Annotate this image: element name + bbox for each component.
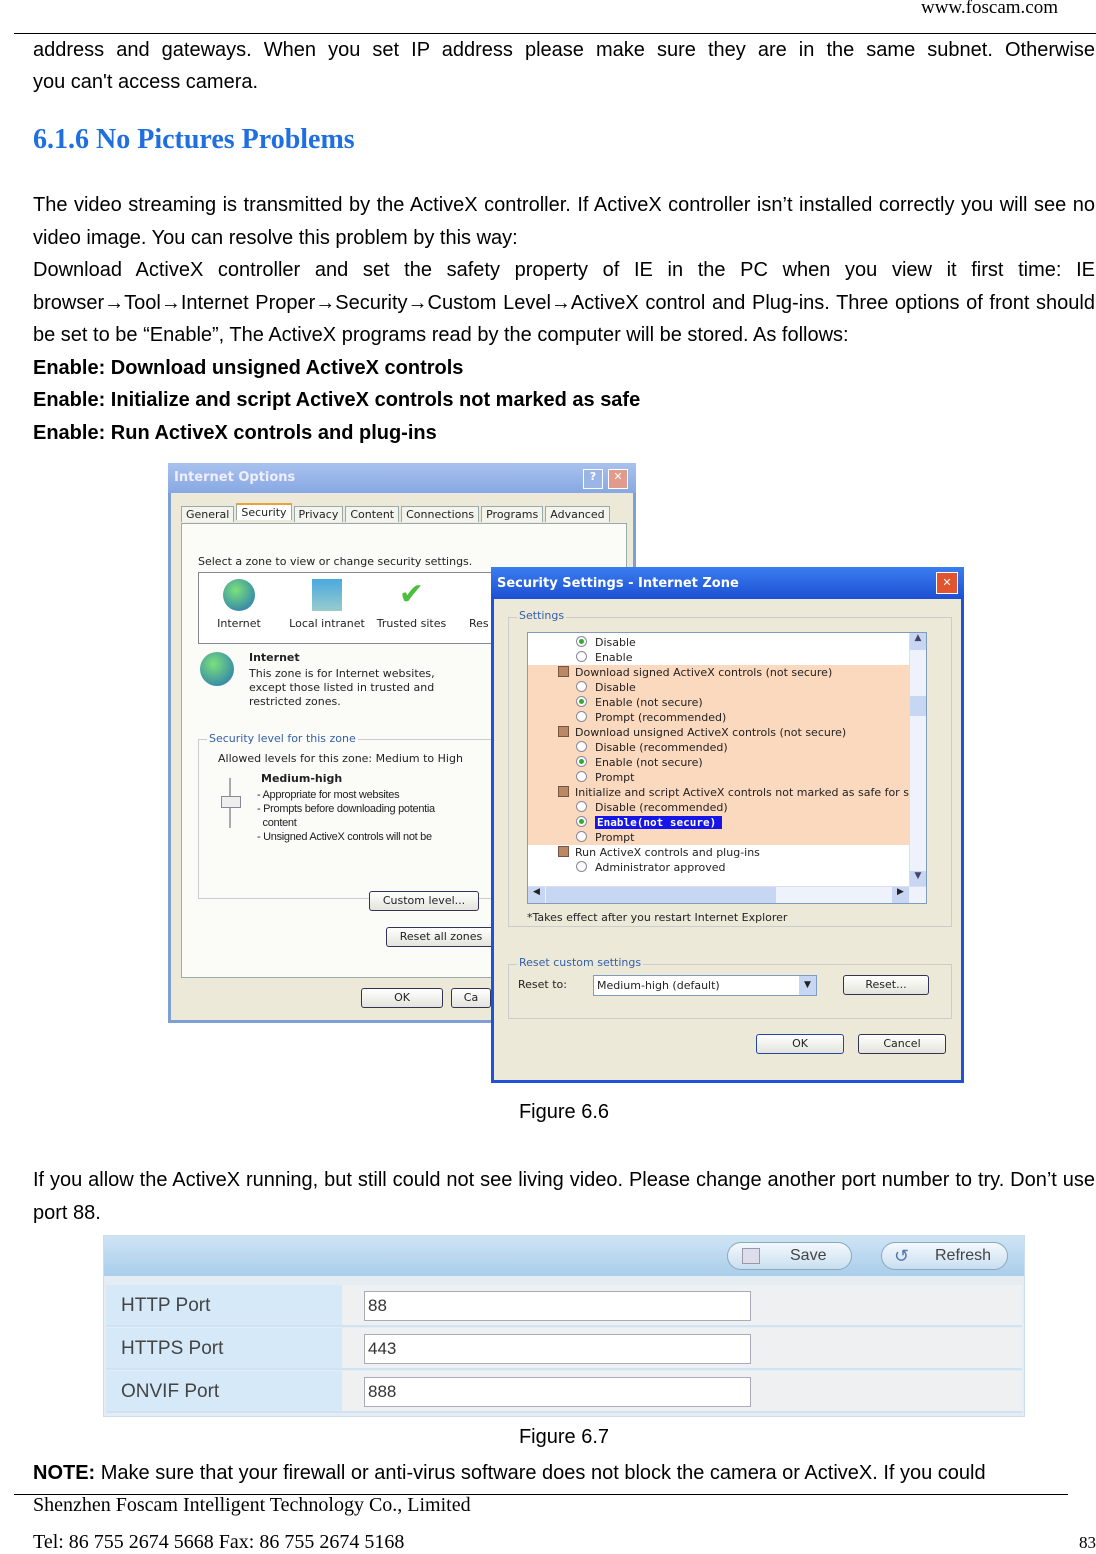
- setting-icon: [558, 666, 569, 677]
- port-label: ONVIF Port: [106, 1371, 342, 1411]
- port-row-onvif: [106, 1371, 1022, 1413]
- bold-line-1: Enable: Download unsigned ActiveX controls: [33, 357, 464, 379]
- setting-label: Prompt: [595, 771, 635, 784]
- reset-button[interactable]: Reset...: [843, 975, 929, 995]
- footer-company: Shenzhen Foscam Intelligent Technology Co., Limited: [33, 1494, 471, 1516]
- close-icon[interactable]: ✕: [936, 572, 958, 594]
- checkmark-icon: ✔: [398, 577, 425, 612]
- level-group-label: Security level for this zone: [209, 732, 356, 745]
- refresh-label: Refresh: [935, 1247, 992, 1264]
- zone-internet[interactable]: [209, 579, 269, 630]
- intranet-icon: [312, 579, 342, 611]
- setting-heading[interactable]: [528, 725, 909, 740]
- hscroll-thumb[interactable]: [546, 887, 776, 904]
- scroll-left-icon[interactable]: ◀: [528, 887, 545, 904]
- setting-option[interactable]: [528, 635, 909, 650]
- http-port-input[interactable]: 88: [364, 1291, 751, 1321]
- header-site: www.foscam.com: [920, 0, 1058, 18]
- page-number: 83: [1079, 1533, 1096, 1552]
- radio-button[interactable]: [576, 771, 587, 782]
- paragraph-1: The video streaming is transmitted by the ActiveX controller. If ActiveX controller isn’t installed correctly you will see no video image. You can resolve this problem by this way:: [33, 194, 1095, 249]
- globe-icon: [223, 579, 255, 611]
- setting-label: Prompt: [595, 831, 635, 844]
- reset-group: [508, 956, 952, 1019]
- radio-button[interactable]: [576, 651, 587, 662]
- paragraph-2: Download ActiveX controller and set the safety property of IE in the PC when you view it first time: IE browser→Tool→Internet Proper→Security→Custom Level→ActiveX control and Plug-ins. Three options of front should be set to be “Enable”, The ActiveX programs read by the computer will be stored. As follows:: [33, 259, 1095, 346]
- level-slider-thumb[interactable]: [221, 796, 241, 808]
- setting-option[interactable]: [528, 800, 909, 815]
- setting-option[interactable]: [528, 830, 909, 845]
- cancel-button[interactable]: Cancel: [858, 1034, 946, 1054]
- setting-label: Prompt (recommended): [595, 711, 727, 724]
- vertical-scrollbar[interactable]: [909, 633, 926, 888]
- port-label: HTTP Port: [106, 1285, 342, 1325]
- https-port-input[interactable]: 443: [364, 1334, 751, 1364]
- reset-group-label: Reset custom settings: [519, 956, 642, 969]
- setting-label: Administrator approved: [595, 861, 726, 874]
- setting-option[interactable]: [528, 680, 909, 695]
- setting-label: Enable (not secure): [595, 696, 703, 709]
- bold-line-3: Enable: Run ActiveX controls and plug-ins: [33, 422, 437, 444]
- zone-label: Local intranet: [289, 617, 365, 630]
- tab-programs[interactable]: Programs: [481, 506, 543, 522]
- radio-button[interactable]: [576, 696, 587, 707]
- setting-label: Disable: [595, 681, 636, 694]
- radio-button[interactable]: [576, 816, 587, 827]
- section-title: 6.1.6 No Pictures Problems: [33, 124, 355, 155]
- note-line: [33, 1457, 1095, 1490]
- setting-heading[interactable]: [528, 785, 909, 800]
- tab-connections[interactable]: Connections: [401, 506, 479, 522]
- scroll-right-icon[interactable]: ▶: [892, 887, 909, 904]
- radio-button[interactable]: [576, 861, 587, 872]
- settings-group: [508, 609, 952, 927]
- setting-option[interactable]: [528, 815, 909, 830]
- zone-label: Trusted sites: [376, 617, 447, 630]
- radio-button[interactable]: [576, 831, 587, 842]
- globe-icon: [200, 652, 234, 686]
- setting-label: Download signed ActiveX controls (not secure): [575, 666, 833, 679]
- setting-label: Enable: [595, 651, 633, 664]
- radio-button[interactable]: [576, 636, 587, 647]
- setting-heading[interactable]: [528, 845, 909, 860]
- save-label: Save: [790, 1247, 827, 1264]
- tab-security[interactable]: Security: [236, 503, 291, 520]
- settings-label: Settings: [519, 609, 565, 622]
- toolbar: [104, 1236, 1024, 1276]
- refresh-button[interactable]: [881, 1242, 1008, 1270]
- setting-option[interactable]: [528, 740, 909, 755]
- horizontal-scrollbar[interactable]: [528, 886, 926, 903]
- setting-option[interactable]: [528, 710, 909, 725]
- save-icon: [742, 1248, 760, 1264]
- security-settings-dialog: [491, 567, 964, 1083]
- setting-option[interactable]: [528, 755, 909, 770]
- setting-option[interactable]: [528, 695, 909, 710]
- radio-button[interactable]: [576, 756, 587, 767]
- setting-heading[interactable]: [528, 665, 909, 680]
- setting-label: Enable(not secure): [595, 816, 722, 829]
- intro-line-1: address and gateways. When you set IP address please make sure they are in the same subnet. Otherwise: [33, 39, 1095, 61]
- figure-6-7-caption: Figure 6.7: [518, 1426, 610, 1448]
- tab-content[interactable]: Content: [345, 506, 399, 522]
- zone-local-intranet[interactable]: [287, 579, 367, 630]
- ok-button[interactable]: OK: [361, 988, 443, 1008]
- help-icon[interactable]: ?: [583, 469, 603, 489]
- radio-button[interactable]: [576, 681, 587, 692]
- custom-level-button[interactable]: Custom level...: [369, 891, 479, 911]
- tab-privacy[interactable]: Privacy: [294, 506, 344, 522]
- port-row-http: [106, 1285, 1022, 1327]
- level-description: - Appropriate for most websites - Prompts before downloading potentia content - Unsigned ActiveX controls will not be: [257, 789, 435, 843]
- setting-label: Run ActiveX controls and plug-ins: [575, 846, 760, 859]
- cancel-button[interactable]: Ca: [451, 988, 491, 1008]
- paragraph-3: If you allow the ActiveX running, but still could not see living video. Please change another port number to try. Don’t use port 88.: [33, 1169, 1095, 1224]
- scroll-down-icon[interactable]: ▼: [910, 871, 926, 888]
- allowed-levels: Allowed levels for this zone: Medium to High: [218, 752, 463, 765]
- note-text: Make sure that your firewall or anti-virus software does not block the camera or ActiveX. If you could: [95, 1462, 986, 1484]
- save-button[interactable]: [727, 1242, 852, 1270]
- setting-option[interactable]: [528, 860, 909, 875]
- zone-description: This zone is for Internet websites, except those listed in trusted and restricted zones.: [249, 667, 435, 708]
- port-row-https: [106, 1328, 1022, 1370]
- setting-icon: [558, 786, 569, 797]
- onvif-port-input[interactable]: 888: [364, 1377, 751, 1407]
- zone-trusted-sites[interactable]: [374, 579, 449, 630]
- setting-option[interactable]: [528, 770, 909, 785]
- tab-advanced[interactable]: Advanced: [545, 506, 609, 522]
- ok-button[interactable]: OK: [756, 1034, 844, 1054]
- reset-to-label: Reset to:: [518, 978, 567, 991]
- zone-name: Internet: [249, 651, 300, 664]
- setting-label: Initialize and script ActiveX controls not marked as safe for s: [575, 786, 909, 799]
- select-zone-label: Select a zone to view or change security settings.: [198, 555, 473, 568]
- tab-general[interactable]: General: [181, 506, 234, 522]
- setting-icon: [558, 846, 569, 857]
- port-label: HTTPS Port: [106, 1328, 342, 1368]
- setting-label: Disable (recommended): [595, 741, 728, 754]
- scroll-up-icon[interactable]: ▲: [910, 633, 926, 650]
- chevron-down-icon[interactable]: ▼: [799, 976, 816, 995]
- intro-line-2: you can't access camera.: [33, 71, 259, 93]
- bold-line-2: Enable: Initialize and script ActiveX controls not marked as safe: [33, 389, 641, 411]
- internet-options-titlebar: [168, 463, 636, 493]
- radio-button[interactable]: [576, 741, 587, 752]
- security-settings-title: Security Settings - Internet Zone: [497, 576, 739, 591]
- zone-label: Internet: [217, 617, 261, 630]
- figure-6-6-caption: Figure 6.6: [518, 1101, 610, 1123]
- settings-list[interactable]: [527, 632, 927, 904]
- setting-label: Disable: [595, 636, 636, 649]
- refresh-icon: ↺: [894, 1246, 910, 1266]
- footer-contact: Tel: 86 755 2674 5668 Fax: 86 755 2674 5168: [33, 1531, 405, 1553]
- security-settings-titlebar: [491, 567, 964, 599]
- note-label: NOTE:: [33, 1462, 96, 1484]
- tab-strip: [181, 505, 612, 522]
- setting-option[interactable]: [528, 650, 909, 665]
- setting-label: Download unsigned ActiveX controls (not secure): [575, 726, 847, 739]
- scroll-thumb[interactable]: [910, 696, 926, 716]
- close-icon[interactable]: ✕: [608, 469, 628, 489]
- internet-options-title: Internet Options: [174, 470, 296, 485]
- reset-to-select[interactable]: [593, 975, 817, 996]
- radio-button[interactable]: [576, 801, 587, 812]
- zone-restricted[interactable]: Res: [469, 617, 489, 630]
- restart-note: *Takes effect after you restart Internet Explorer: [527, 911, 788, 924]
- setting-label: Enable (not secure): [595, 756, 703, 769]
- setting-icon: [558, 726, 569, 737]
- port-settings-panel: [103, 1235, 1025, 1417]
- reset-all-zones-button[interactable]: Reset all zones: [386, 927, 496, 947]
- radio-button[interactable]: [576, 711, 587, 722]
- level-name: Medium-high: [261, 772, 343, 785]
- reset-to-value: Medium-high (default): [597, 979, 720, 992]
- setting-label: Disable (recommended): [595, 801, 728, 814]
